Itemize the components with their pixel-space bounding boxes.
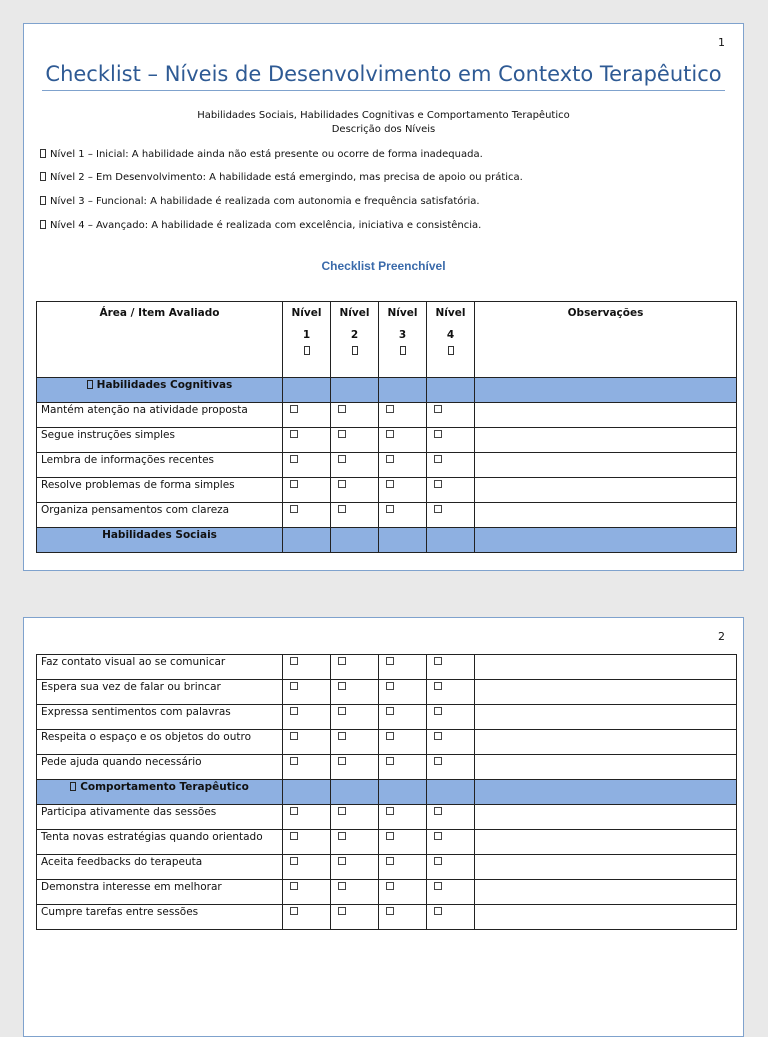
item-label: Expressa sentimentos com palavras xyxy=(37,705,283,730)
level-3-checkbox[interactable] xyxy=(386,480,394,488)
header-level-3: Nível 3 xyxy=(379,302,427,378)
level-4-cell xyxy=(427,730,475,755)
level-4-checkbox[interactable] xyxy=(434,455,442,463)
level-3-cell xyxy=(379,428,427,453)
level-4-cell xyxy=(427,705,475,730)
table-row xyxy=(37,453,737,478)
level-3-checkbox[interactable] xyxy=(386,682,394,690)
table-row xyxy=(37,755,737,780)
item-label: Lembra de informações recentes xyxy=(37,453,283,478)
header-level-4: Nível 4 xyxy=(427,302,475,378)
observations-cell[interactable] xyxy=(475,855,737,880)
section-cell xyxy=(475,780,737,805)
missing-glyph-icon xyxy=(304,346,310,355)
observations-cell[interactable] xyxy=(475,880,737,905)
level-4-cell xyxy=(427,880,475,905)
item-label: Aceita feedbacks do terapeuta xyxy=(37,855,283,880)
level-1-cell xyxy=(283,478,331,503)
level-4-cell xyxy=(427,478,475,503)
item-label: Cumpre tarefas entre sessões xyxy=(37,905,283,930)
level-1-checkbox[interactable] xyxy=(290,907,298,915)
level-2-checkbox[interactable] xyxy=(338,505,346,513)
level-1-checkbox[interactable] xyxy=(290,807,298,815)
level-2-cell xyxy=(331,428,379,453)
missing-glyph-icon xyxy=(400,346,406,355)
section-row-comportamento-terapeutico xyxy=(37,780,737,805)
level-1-cell xyxy=(283,855,331,880)
level-2-cell xyxy=(331,705,379,730)
level-1-checkbox[interactable] xyxy=(290,857,298,865)
item-label: Pede ajuda quando necessário xyxy=(37,755,283,780)
level-2-checkbox[interactable] xyxy=(338,807,346,815)
observations-cell[interactable] xyxy=(475,830,737,855)
observations-cell[interactable] xyxy=(475,805,737,830)
section-label: Habilidades Sociais xyxy=(37,528,283,553)
level-2-checkbox[interactable] xyxy=(338,707,346,715)
missing-glyph-icon xyxy=(448,346,454,355)
section-cell xyxy=(427,378,475,403)
level-4-checkbox[interactable] xyxy=(434,732,442,740)
section-row-habilidades-sociais xyxy=(37,528,737,553)
level-3-checkbox[interactable] xyxy=(386,455,394,463)
level-3-checkbox[interactable] xyxy=(386,430,394,438)
level-2-cell xyxy=(331,755,379,780)
level-2-checkbox[interactable] xyxy=(338,682,346,690)
level-3-checkbox[interactable] xyxy=(386,405,394,413)
level-1-checkbox[interactable] xyxy=(290,832,298,840)
level-1-cell xyxy=(283,905,331,930)
item-label: Espera sua vez de falar ou brincar xyxy=(37,680,283,705)
section-cell xyxy=(427,528,475,553)
level-1-cell xyxy=(283,503,331,528)
section-cell xyxy=(379,378,427,403)
header-level-2: Nível 2 xyxy=(331,302,379,378)
level-3-checkbox[interactable] xyxy=(386,757,394,765)
table-row xyxy=(37,880,737,905)
section-cell xyxy=(283,528,331,553)
section-cell xyxy=(475,378,737,403)
missing-glyph-icon xyxy=(40,172,46,181)
level-3-checkbox[interactable] xyxy=(386,732,394,740)
level-1-checkbox[interactable] xyxy=(290,455,298,463)
level-3-checkbox[interactable] xyxy=(386,882,394,890)
level-4-checkbox[interactable] xyxy=(434,657,442,665)
level-1-checkbox[interactable] xyxy=(290,505,298,513)
level-description-2: Nível 2 – Em Desenvolvimento: A habilidade está emergindo, mas precisa de apoio ou prática. xyxy=(40,172,523,183)
observations-cell[interactable] xyxy=(475,680,737,705)
level-description-1: Nível 1 – Inicial: A habilidade ainda não está presente ou ocorre de forma inadequada. xyxy=(40,149,483,160)
level-2-checkbox[interactable] xyxy=(338,757,346,765)
item-label: Mantém atenção na atividade proposta xyxy=(37,403,283,428)
level-1-checkbox[interactable] xyxy=(290,430,298,438)
level-2-checkbox[interactable] xyxy=(338,480,346,488)
table-row xyxy=(37,655,737,680)
level-4-cell xyxy=(427,680,475,705)
level-4-cell xyxy=(427,755,475,780)
level-3-cell xyxy=(379,805,427,830)
level-4-checkbox[interactable] xyxy=(434,757,442,765)
level-3-cell xyxy=(379,755,427,780)
item-label: Tenta novas estratégias quando orientado xyxy=(37,830,283,855)
level-3-checkbox[interactable] xyxy=(386,832,394,840)
missing-glyph-icon xyxy=(40,220,46,229)
section-cell xyxy=(283,780,331,805)
level-2-checkbox[interactable] xyxy=(338,732,346,740)
level-4-cell xyxy=(427,403,475,428)
level-2-cell xyxy=(331,453,379,478)
observations-cell[interactable] xyxy=(475,428,737,453)
observations-cell[interactable] xyxy=(475,905,737,930)
level-3-cell xyxy=(379,403,427,428)
table-row xyxy=(37,428,737,453)
levels-description-heading: Descrição dos Níveis xyxy=(331,124,436,135)
level-1-cell xyxy=(283,655,331,680)
level-2-checkbox[interactable] xyxy=(338,857,346,865)
level-3-checkbox[interactable] xyxy=(386,707,394,715)
level-3-cell xyxy=(379,655,427,680)
level-4-cell xyxy=(427,428,475,453)
level-3-checkbox[interactable] xyxy=(386,807,394,815)
level-3-cell xyxy=(379,503,427,528)
table-row xyxy=(37,705,737,730)
level-2-cell xyxy=(331,730,379,755)
level-1-cell xyxy=(283,830,331,855)
missing-glyph-icon xyxy=(40,196,46,205)
section-label: Habilidades Cognitivas xyxy=(37,378,283,403)
level-3-cell xyxy=(379,880,427,905)
page-number: 1 xyxy=(718,36,725,49)
observations-cell[interactable] xyxy=(475,705,737,730)
item-label: Segue instruções simples xyxy=(37,428,283,453)
subtitle: Habilidades Sociais, Habilidades Cognitivas e Comportamento Terapêutico xyxy=(197,110,570,121)
level-2-cell xyxy=(331,805,379,830)
level-1-cell xyxy=(283,880,331,905)
checklist-heading: Checklist Preenchível xyxy=(321,259,446,273)
table-row xyxy=(37,905,737,930)
level-3-cell xyxy=(379,680,427,705)
level-4-checkbox[interactable] xyxy=(434,807,442,815)
level-3-cell xyxy=(379,478,427,503)
level-2-cell xyxy=(331,478,379,503)
table-row xyxy=(37,855,737,880)
item-label: Resolve problemas de forma simples xyxy=(37,478,283,503)
missing-glyph-icon xyxy=(70,782,76,791)
level-4-cell xyxy=(427,855,475,880)
level-3-checkbox[interactable] xyxy=(386,907,394,915)
level-3-checkbox[interactable] xyxy=(386,657,394,665)
missing-glyph-icon xyxy=(87,380,93,389)
observations-cell[interactable] xyxy=(475,655,737,680)
level-2-checkbox[interactable] xyxy=(338,657,346,665)
level-4-checkbox[interactable] xyxy=(434,907,442,915)
level-4-checkbox[interactable] xyxy=(434,882,442,890)
table-row xyxy=(37,730,737,755)
checklist-table xyxy=(36,301,737,553)
level-2-cell xyxy=(331,905,379,930)
section-cell xyxy=(379,780,427,805)
section-cell xyxy=(427,780,475,805)
level-2-cell xyxy=(331,680,379,705)
observations-cell[interactable] xyxy=(475,730,737,755)
section-cell xyxy=(283,378,331,403)
level-3-cell xyxy=(379,453,427,478)
level-3-cell xyxy=(379,830,427,855)
level-2-checkbox[interactable] xyxy=(338,907,346,915)
observations-cell[interactable] xyxy=(475,403,737,428)
level-2-checkbox[interactable] xyxy=(338,455,346,463)
section-cell xyxy=(475,528,737,553)
level-1-checkbox[interactable] xyxy=(290,657,298,665)
level-1-cell xyxy=(283,805,331,830)
level-1-cell xyxy=(283,705,331,730)
item-label: Participa ativamente das sessões xyxy=(37,805,283,830)
table-row xyxy=(37,478,737,503)
level-4-checkbox[interactable] xyxy=(434,707,442,715)
table-row xyxy=(37,403,737,428)
level-4-checkbox[interactable] xyxy=(434,480,442,488)
header-item: Área / Item Avaliado xyxy=(37,302,283,378)
level-description-3: Nível 3 – Funcional: A habilidade é realizada com autonomia e frequência satisfatória. xyxy=(40,196,480,207)
level-2-checkbox[interactable] xyxy=(338,430,346,438)
item-label: Respeita o espaço e os objetos do outro xyxy=(37,730,283,755)
observations-cell[interactable] xyxy=(475,478,737,503)
level-4-cell xyxy=(427,655,475,680)
level-4-checkbox[interactable] xyxy=(434,682,442,690)
level-1-cell xyxy=(283,755,331,780)
observations-cell[interactable] xyxy=(475,503,737,528)
document-page-1 xyxy=(23,23,744,571)
level-1-cell xyxy=(283,453,331,478)
item-label: Demonstra interesse em melhorar xyxy=(37,880,283,905)
level-2-checkbox[interactable] xyxy=(338,832,346,840)
page-number: 2 xyxy=(718,630,725,643)
level-4-checkbox[interactable] xyxy=(434,832,442,840)
level-3-cell xyxy=(379,730,427,755)
level-3-checkbox[interactable] xyxy=(386,505,394,513)
level-4-cell xyxy=(427,453,475,478)
level-1-checkbox[interactable] xyxy=(290,882,298,890)
section-cell xyxy=(331,780,379,805)
level-2-cell xyxy=(331,880,379,905)
level-1-checkbox[interactable] xyxy=(290,757,298,765)
table-row xyxy=(37,805,737,830)
section-cell xyxy=(379,528,427,553)
level-1-cell xyxy=(283,680,331,705)
header-observations: Observações xyxy=(475,302,737,378)
level-2-cell xyxy=(331,503,379,528)
level-4-checkbox[interactable] xyxy=(434,430,442,438)
section-label: Comportamento Terapêutico xyxy=(37,780,283,805)
item-label: Organiza pensamentos com clareza xyxy=(37,503,283,528)
level-2-cell xyxy=(331,830,379,855)
level-3-checkbox[interactable] xyxy=(386,857,394,865)
missing-glyph-icon xyxy=(40,149,46,158)
level-2-cell xyxy=(331,855,379,880)
level-1-cell xyxy=(283,730,331,755)
missing-glyph-icon xyxy=(352,346,358,355)
document-title: Checklist – Níveis de Desenvolvimento em Contexto Terapêutico xyxy=(42,62,725,91)
level-2-cell xyxy=(331,403,379,428)
checklist-table-continued xyxy=(36,654,737,930)
table-row xyxy=(37,680,737,705)
level-description-4: Nível 4 – Avançado: A habilidade é realizada com excelência, iniciativa e consistência. xyxy=(40,220,481,231)
level-1-checkbox[interactable] xyxy=(290,707,298,715)
observations-cell[interactable] xyxy=(475,755,737,780)
level-2-checkbox[interactable] xyxy=(338,405,346,413)
level-2-checkbox[interactable] xyxy=(338,882,346,890)
item-label: Faz contato visual ao se comunicar xyxy=(37,655,283,680)
level-1-cell xyxy=(283,403,331,428)
section-cell xyxy=(331,528,379,553)
level-3-cell xyxy=(379,855,427,880)
level-4-checkbox[interactable] xyxy=(434,405,442,413)
observations-cell[interactable] xyxy=(475,453,737,478)
level-4-cell xyxy=(427,905,475,930)
level-2-cell xyxy=(331,655,379,680)
level-1-checkbox[interactable] xyxy=(290,732,298,740)
header-level-1: Nível 1 xyxy=(283,302,331,378)
level-4-checkbox[interactable] xyxy=(434,857,442,865)
level-3-cell xyxy=(379,705,427,730)
level-3-cell xyxy=(379,905,427,930)
level-1-checkbox[interactable] xyxy=(290,405,298,413)
table-row xyxy=(37,830,737,855)
document-page-2 xyxy=(23,617,744,1037)
table-row xyxy=(37,503,737,528)
level-4-cell xyxy=(427,805,475,830)
level-4-cell xyxy=(427,830,475,855)
level-1-checkbox[interactable] xyxy=(290,682,298,690)
level-1-cell xyxy=(283,428,331,453)
section-row-habilidades-cognitivas xyxy=(37,378,737,403)
table-header-row xyxy=(37,302,737,378)
level-4-cell xyxy=(427,503,475,528)
section-cell xyxy=(331,378,379,403)
level-1-checkbox[interactable] xyxy=(290,480,298,488)
level-4-checkbox[interactable] xyxy=(434,505,442,513)
